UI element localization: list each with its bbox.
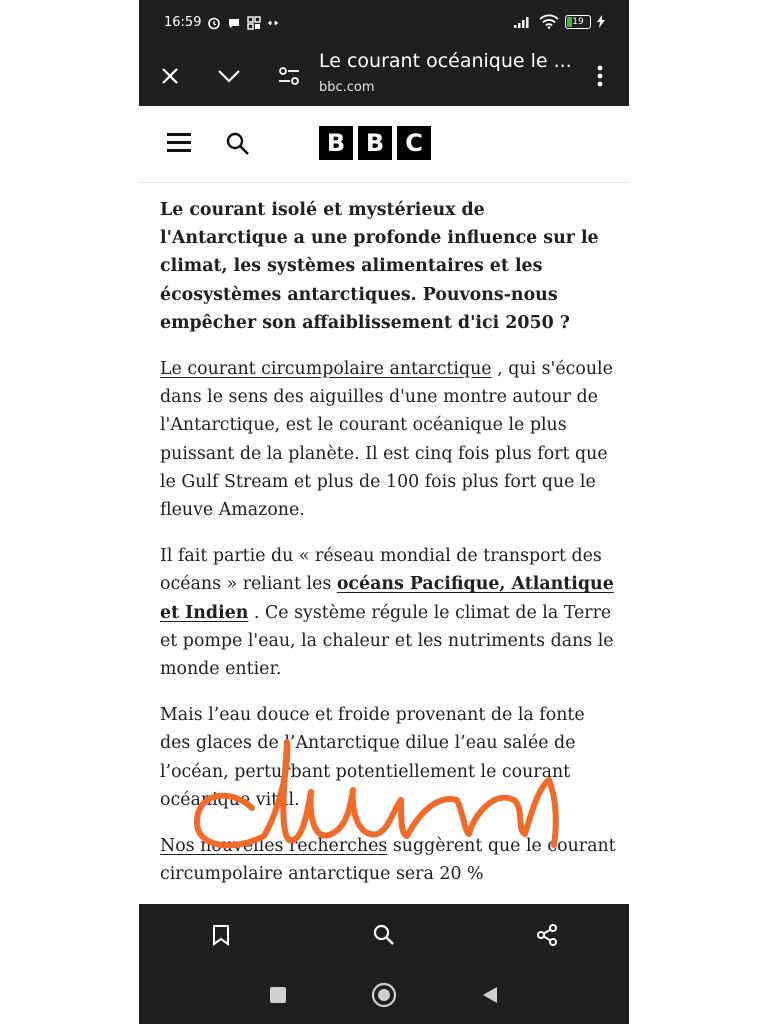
minimize-button[interactable] [213,60,245,92]
logo-letter: B [358,126,392,160]
article-paragraph: Mais l’eau douce et froide provenant de la fonte des glaces de l’Antarctique dilue l’eau salée de l’océan, perturbant potentiellement le courant océanique vital. [160,705,585,810]
share-button[interactable] [532,920,562,950]
custom-tab-toolbar [139,46,629,106]
battery-level: 19 [572,16,584,27]
more-vert-icon [597,65,603,87]
phone-screen [139,0,629,1024]
bookmark-icon [212,924,230,946]
back-button[interactable] [477,982,503,1008]
square-icon [269,986,287,1004]
paragraph-text: , qui s'écoule dans le sens des aiguilles d'une montre autour de l'Antarctique, est le courant océanique le plus puissant de la planète. Il est cinq fois plus fort que le Gulf Stream et plus de 100 fois plus fort que le fleuve Amazone. [160,359,613,521]
new-research-link[interactable]: Nos nouvelles recherches [160,836,388,857]
back-triangle-icon [481,986,499,1004]
bookmark-button[interactable] [206,920,236,950]
page-url: bbc.com [319,80,375,95]
paragraph-text: . Ce système régule le climat de la Terre et pompe l'eau, la chaleur et les nutriments dans le monde entier. [160,602,614,680]
home-circle-icon [371,982,397,1008]
close-icon [160,66,180,86]
search-icon[interactable] [225,131,251,161]
search-icon [372,923,396,947]
article-paragraph [160,542,618,683]
link-icon [267,18,279,28]
paragraph-text: Il fait partie du « réseau mondial de transport des océans » reliant les [160,546,602,595]
chevron-down-icon [217,68,241,84]
signal-icon [513,15,533,29]
site-header [139,106,629,183]
grid-app-icon [247,16,261,30]
article-lead: Le courant isolé et mystérieux de l'Antarctique a une profonde influence sur le climat, les systèmes alimentaires et les écosystèmes antarctiques. Pouvons-nous empêcher son affaiblissement d'ici 2050 ? [160,200,599,333]
paragraph-text: suggèrent que le courant circumpolaire antarctique sera 20 % [160,836,616,885]
recents-button[interactable] [265,982,291,1008]
chat-bubble-icon [227,16,241,30]
bottom-toolbar [139,904,629,964]
logo-letter: B [319,126,353,160]
tune-icon [278,67,300,85]
article-paragraph [160,355,618,524]
find-in-page-button[interactable] [369,920,399,950]
status-bar [139,0,629,46]
logo-letter: C [397,126,431,160]
oceans-link[interactable]: océans Pacifique, Atlantique et Indien [160,574,614,623]
home-button[interactable] [371,982,397,1008]
system-navigation-bar [139,964,629,1024]
wifi-icon [539,14,559,29]
article-body [160,196,618,906]
charging-bolt-icon [597,15,605,28]
circumpolar-current-link[interactable]: Le courant circumpolaire antarctique [160,359,492,380]
page-settings-button[interactable] [273,60,305,92]
share-icon [535,923,559,947]
battery-icon [565,15,591,29]
page-title: Le courant océanique le ... [319,50,572,72]
more-options-button[interactable] [584,60,616,92]
article-paragraph [160,832,618,888]
alarm-icon [207,16,221,30]
close-button[interactable] [154,60,186,92]
status-time: 16:59 [164,15,202,30]
hamburger-icon[interactable] [167,133,191,153]
bbc-logo[interactable] [319,126,431,160]
